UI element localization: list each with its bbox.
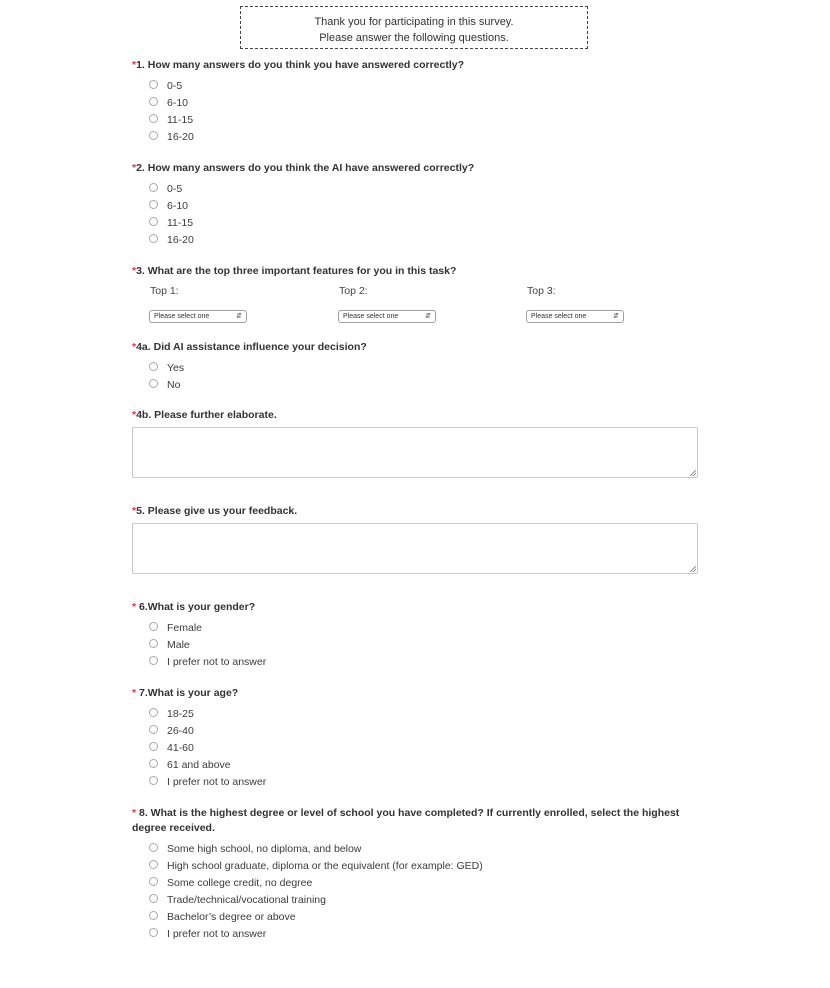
radio-button[interactable] <box>149 708 158 717</box>
required-asterisk: * <box>132 409 137 421</box>
select-arrows-icon: ⇵ <box>236 313 242 320</box>
radio-button[interactable] <box>149 379 158 388</box>
top-3-label: Top 3: <box>527 285 556 297</box>
intro-box <box>240 6 588 49</box>
required-asterisk: * <box>132 687 137 699</box>
radio-button[interactable] <box>149 217 158 226</box>
q8-option-bachelors[interactable]: Bachelor’s degree or above <box>149 910 296 924</box>
radio-button[interactable] <box>149 183 158 192</box>
required-asterisk: * <box>132 601 137 613</box>
radio-button[interactable] <box>149 200 158 209</box>
q7-option-prefer-not[interactable]: I prefer not to answer <box>149 775 266 789</box>
intro-line-2: Please answer the following questions. <box>319 32 509 44</box>
radio-button[interactable] <box>149 234 158 243</box>
question-4a-title: *4a. Did AI assistance influence your decision? <box>132 341 367 353</box>
q8-option-some-college[interactable]: Some college credit, no degree <box>149 876 312 890</box>
q7-option-26-40[interactable]: 26-40 <box>149 724 194 738</box>
radio-button[interactable] <box>149 759 158 768</box>
resize-handle-icon[interactable] <box>690 470 696 476</box>
required-asterisk: * <box>132 162 137 174</box>
radio-button[interactable] <box>149 362 158 371</box>
question-8-title: * 8. What is the highest degree or level of school you have completed? If currently enrolled, select the highest degree received. <box>132 807 680 834</box>
q8-option-high-school-grad[interactable]: High school graduate, diploma or the equivalent (for example: GED) <box>149 859 483 873</box>
question-1-title: *1. How many answers do you think you have answered correctly? <box>132 59 465 71</box>
q5-textarea[interactable] <box>132 523 698 574</box>
radio-button[interactable] <box>149 639 158 648</box>
radio-button[interactable] <box>149 622 158 631</box>
radio-button[interactable] <box>149 97 158 106</box>
q4b-textarea[interactable] <box>132 427 698 478</box>
question-2-title: *2. How many answers do you think the AI have answered correctly? <box>132 162 475 174</box>
radio-button[interactable] <box>149 131 158 140</box>
top-1-label: Top 1: <box>150 285 179 297</box>
required-asterisk: * <box>132 265 137 277</box>
resize-handle-icon[interactable] <box>690 566 696 572</box>
select-arrows-icon: ⇵ <box>613 313 619 320</box>
q1-option-16-20[interactable]: 16-20 <box>149 130 194 144</box>
q2-option-0-5[interactable]: 0-5 <box>149 182 182 196</box>
radio-button[interactable] <box>149 911 158 920</box>
required-asterisk: * <box>132 505 137 517</box>
radio-button[interactable] <box>149 877 158 886</box>
required-asterisk: * <box>132 807 137 819</box>
q8-option-trade[interactable]: Trade/technical/vocational training <box>149 893 326 907</box>
top-2-select[interactable]: Please select one ⇵ <box>338 310 436 323</box>
radio-button[interactable] <box>149 742 158 751</box>
question-6-title: * 6.What is your gender? <box>132 601 256 613</box>
q1-option-0-5[interactable]: 0-5 <box>149 79 182 93</box>
q7-option-61-above[interactable]: 61 and above <box>149 758 231 772</box>
radio-button[interactable] <box>149 80 158 89</box>
q7-option-41-60[interactable]: 41-60 <box>149 741 194 755</box>
q6-option-female[interactable]: Female <box>149 621 202 635</box>
question-5-title: *5. Please give us your feedback. <box>132 505 298 517</box>
top-2-label: Top 2: <box>339 285 368 297</box>
radio-button[interactable] <box>149 114 158 123</box>
q1-option-11-15[interactable]: 11-15 <box>149 113 193 127</box>
q8-option-some-high-school[interactable]: Some high school, no diploma, and below <box>149 842 361 856</box>
radio-button[interactable] <box>149 843 158 852</box>
q8-option-prefer-not[interactable]: I prefer not to answer <box>149 927 266 941</box>
q2-option-16-20[interactable]: 16-20 <box>149 233 194 247</box>
question-3-title: *3. What are the top three important features for you in this task? <box>132 265 457 277</box>
q2-option-11-15[interactable]: 11-15 <box>149 216 193 230</box>
radio-button[interactable] <box>149 928 158 937</box>
select-arrows-icon: ⇵ <box>425 313 431 320</box>
question-7-title: * 7.What is your age? <box>132 687 239 699</box>
q4a-option-yes[interactable]: Yes <box>149 361 184 375</box>
q4a-option-no[interactable]: No <box>149 378 180 392</box>
intro-line-1: Thank you for participating in this survey. <box>314 16 514 28</box>
radio-button[interactable] <box>149 860 158 869</box>
top-3-select[interactable]: Please select one ⇵ <box>526 310 624 323</box>
radio-button[interactable] <box>149 894 158 903</box>
q6-option-prefer-not[interactable]: I prefer not to answer <box>149 655 266 669</box>
required-asterisk: * <box>132 59 137 71</box>
radio-button[interactable] <box>149 776 158 785</box>
q2-option-6-10[interactable]: 6-10 <box>149 199 188 213</box>
required-asterisk: * <box>132 341 137 353</box>
radio-button[interactable] <box>149 725 158 734</box>
q6-option-male[interactable]: Male <box>149 638 190 652</box>
q1-option-6-10[interactable]: 6-10 <box>149 96 188 110</box>
q7-option-18-25[interactable]: 18-25 <box>149 707 194 721</box>
top-1-select[interactable]: Please select one ⇵ <box>149 310 247 323</box>
question-4b-title: *4b. Please further elaborate. <box>132 409 277 421</box>
radio-button[interactable] <box>149 656 158 665</box>
